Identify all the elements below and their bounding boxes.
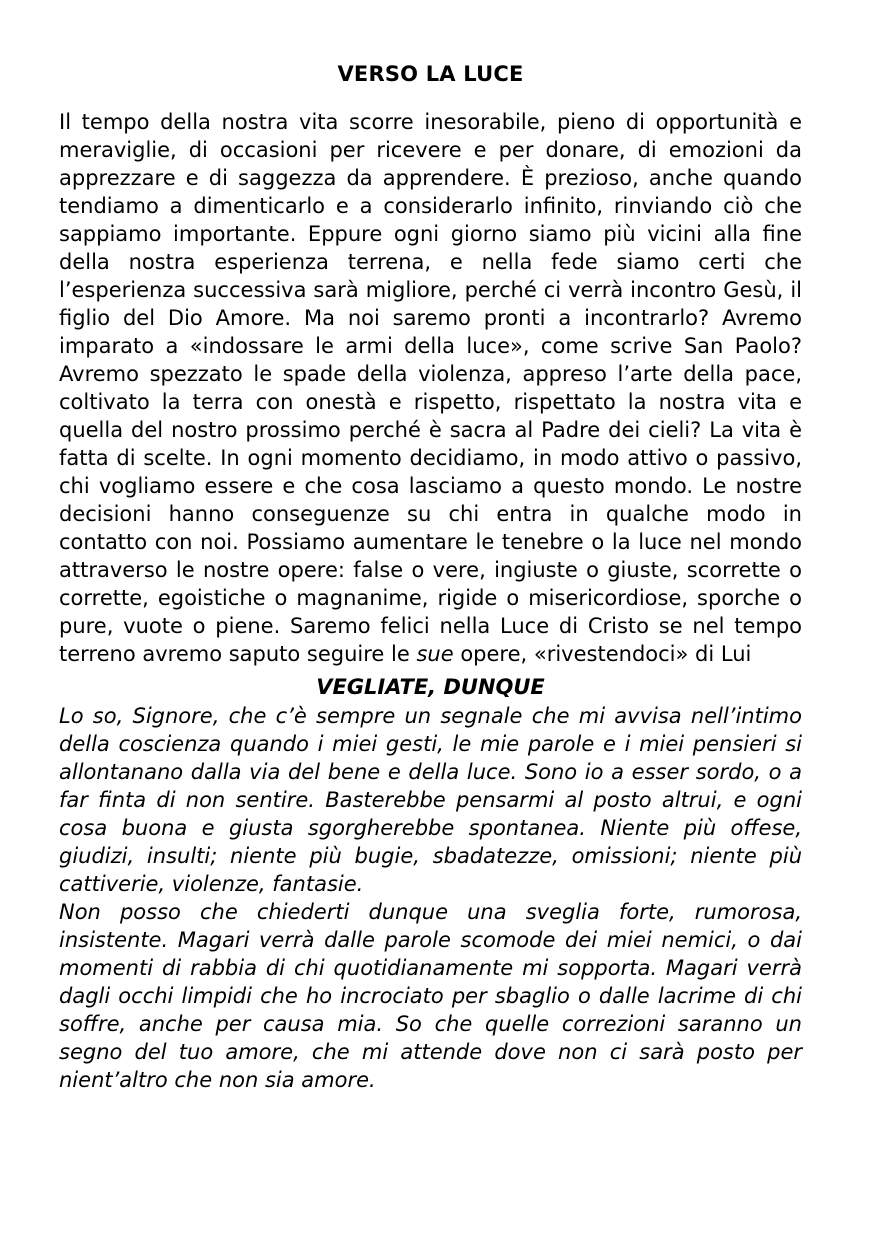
prayer-paragraph-1: Lo so, Signore, che c’è sempre un segnale che mi avvisa nell’intimo della coscienza quando i miei gesti, le mie parole e i miei pensieri si allontanano dalla via del bene e della luce. Sono io a esser sordo, o a far finta di non sentire. Basterebbe pensarmi al posto altrui, e ogni cosa buona e giusta sgorgherebbe spontanea. Niente più offese, giudizi, insulti; niente più bugie, sbadatezze, omissioni; niente più cattiverie, violenze, fantasie. bbox=[59, 704, 802, 896]
prayer-paragraph-2: Non posso che chiederti dunque una sveglia forte, rumorosa, insistente. Magari verrà dalle parole scomode dei miei nemici, o dai momenti di rabbia di chi quotidianamente mi sopporta. Magari verrà dagli occhi limpidi che ho incrociato per sbaglio o dalle lacrime di chi soffre, anche per causa mia. So che quelle correzioni saranno un segno del tuo amore, che mi attende dove non ci sarà posto per nient’altro che non sia amore. bbox=[59, 900, 802, 1092]
section-subtitle: VEGLIATE, DUNQUE bbox=[316, 675, 545, 699]
paragraph-text: Il tempo della nostra vita scorre inesorabile, pieno di opportunità e meraviglie, di occasioni per ricevere e per donare, di emozioni da apprezzare e di saggezza da apprendere. È prezioso, anche quando tendiamo a dimenticarlo e a considerarlo infinito, rinviando ciò che sappiamo importante. Eppure ogni giorno siamo più vicini alla fine della nostra esperienza terrena, e nella fede siamo certi che l’esperienza successiva sarà migliore, perché ci verrà incontro Gesù, il figlio del Dio Amore. Ma noi saremo pronti a incontrarlo? Avremo imparato a «indossare le armi della luce», come scrive San Paolo? Avremo spezzato le spade della violenza, appreso l’arte della pace, coltivato la terra con onestà e rispetto, rispettato la nostra vita e quella del nostro prossimo perché è sacra al Padre dei cieli? La vita è fatta di scelte. In ogni momento decidiamo, in modo attivo o passivo, chi vogliamo essere e che cosa lasciamo a questo mondo. Le nostre decisioni hanno conseguenze su chi entra in qualche modo in contatto con noi. Possiamo aumentare le tenebre o la luce nel mondo attraverso le nostre opere: false o vere, ingiuste o giuste, scorrette o corrette, egoistiche o magnanime, rigide o misericordiose, sporche o pure, vuote o piene. Saremo felici nella Luce di Cristo se nel tempo terreno avremo saputo seguire le bbox=[59, 110, 802, 666]
page-title: VERSO LA LUCE bbox=[337, 62, 524, 86]
body-paragraph bbox=[59, 108, 802, 668]
emphasized-word: sue bbox=[416, 642, 454, 666]
document-page bbox=[59, 58, 802, 1094]
paragraph-ending: opere, «rivestendoci» di Lui bbox=[460, 642, 752, 666]
